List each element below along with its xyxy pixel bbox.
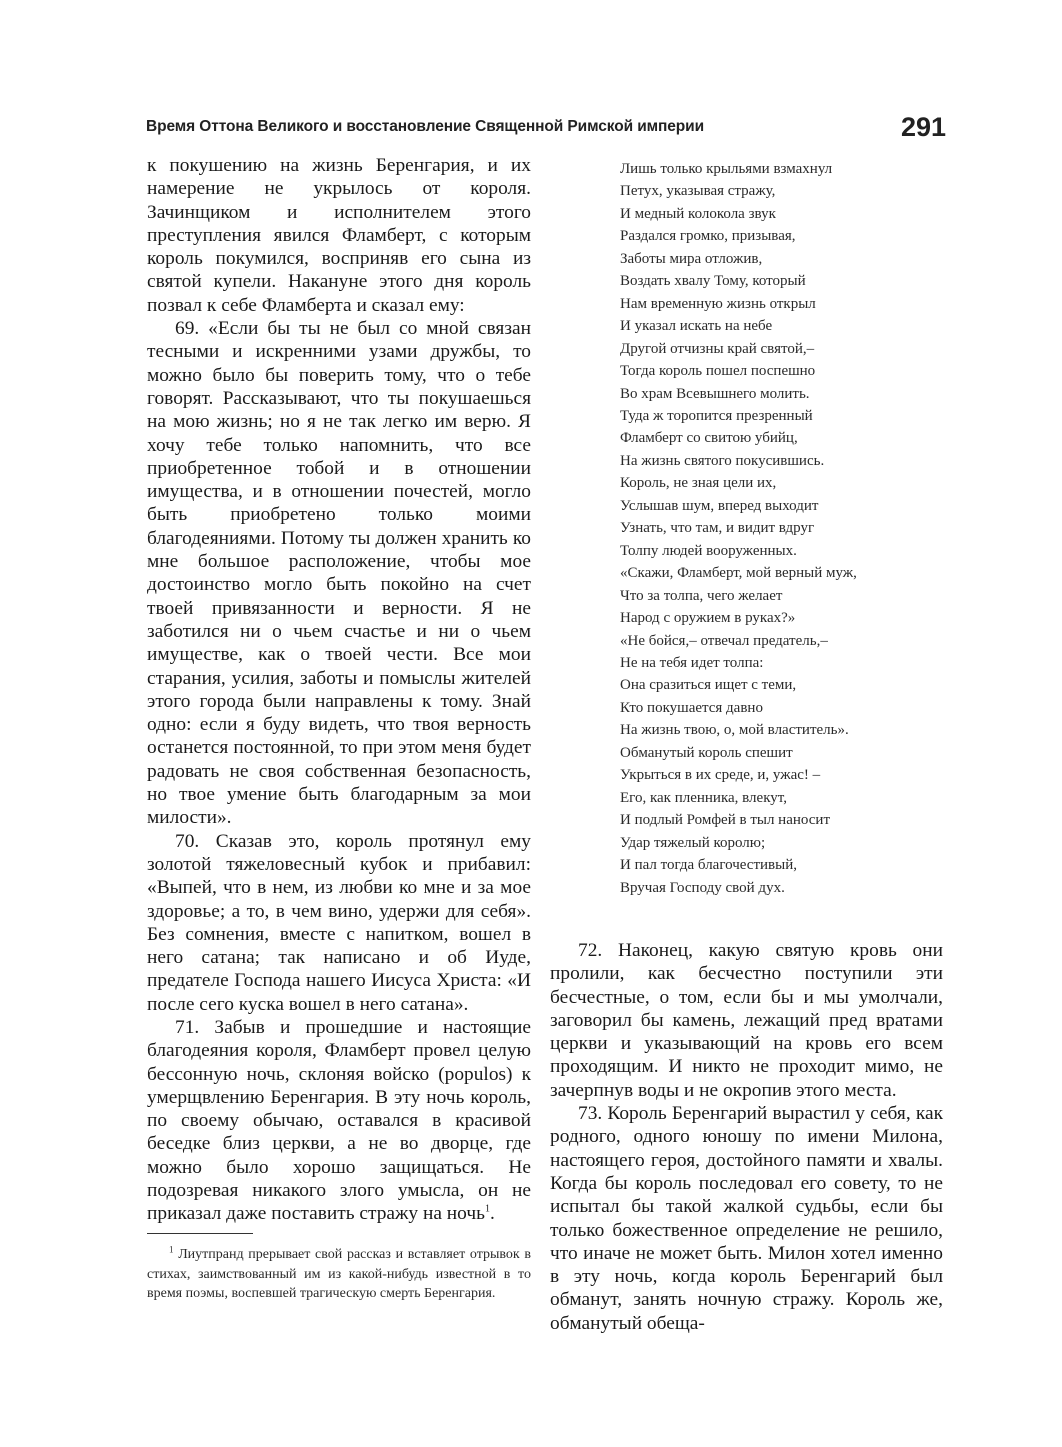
paragraph-73: 73. Король Беренгарий вырастил у себя, как родного, одного юношу по имени Милона, настоящего героя, достойного памяти и хвалы. Когда бы король последовал его совету, то не испытал бы такой жалкой судьбы, если бы только божественное определение не решило, что иначе не может быть. Милон хотел именно в эту ночь, когда король Беренгарий был обманут, занять ночную стражу. Король же, обманутый обеща- <box>550 1103 943 1334</box>
paragraph-70: 70. Сказав это, король протянул ему золотой тяжеловесный кубок и прибавил: «Выпей, что в нем, из любви ко мне и за мое здоровье; а то, в чем вино, удержи для себя». Без сомнения, вместе с напитком, вошел в него сатана; так написано и об Иуде, предателе Господа нашего Иисуса Христа: «И после сего куска вошел в него сатана». <box>147 830 531 1015</box>
footnote-reference[interactable]: 1 <box>484 1203 490 1215</box>
poem-line: И пал тогда благочестивый, <box>620 857 797 874</box>
poem-line: Во храм Всевышнего молить. <box>620 385 810 402</box>
poem-line: Обманутый король спешит <box>620 744 793 761</box>
paragraph-71: 71. Забыв и прошедшие и настоящие благодеяния короля, Фламберт провел целую бессонную ночь, склоняя войско (populos) к умерщвлению Беренгария. В эту ночь король, по своему обычаю, оставался в красивой беседке близ церкви, а не во дворце, где можно было хорошо защищаться. Не подозревая никакого злого умысла, он не приказал даже поставить стражу на ночь$^1$. <box>147 1016 531 1225</box>
poem-line: Заботы мира отложив, <box>620 250 763 267</box>
poem-line: Петух, указывая стражу, <box>620 183 776 200</box>
poem-line: Толпу людей вооруженных. <box>620 542 797 559</box>
poem-line: Воздать хвалу Тому, который <box>620 273 806 290</box>
poem-line: Тогда король пошел поспешно <box>620 363 816 380</box>
paragraph-continued: к покушению на жизнь Беренгария, и их намерение не укрылось от короля. Зачинщиком и исполнителем этого преступления явился Фламберт, с которым король покумился, восприняв его сына из святой купели. Накануне этого дня король позвал к себе Фламберта и сказал ему: <box>147 155 531 316</box>
left-column <box>147 154 531 1226</box>
poem-line: Она сразиться ищет с теми, <box>620 677 797 694</box>
poem-line: Нам временную жизнь открыл <box>620 295 816 312</box>
right-column <box>550 939 943 1335</box>
page-header <box>146 112 946 152</box>
paragraph-71-text: 71. Забыв и прошедшие и настоящие благодеяния короля, Фламберт провел целую бессонную ночь, склоняя войско (populos) к умерщвлению Беренгария. В эту ночь король, по своему обычаю, оставался в красивой беседке близ церкви, а не во дворце, где можно было хорошо защищаться. Не подозревая никакого злого умысла, он не приказал даже поставить стражу на ночь <box>147 1016 531 1225</box>
poem-line: И указал искать на небе <box>620 318 773 335</box>
poem-excerpt <box>620 158 940 899</box>
footnote <box>147 1245 531 1304</box>
poem-line: Услышав шум, вперед выходит <box>620 497 819 514</box>
poem-line: На жизнь твою, о, мой властитель». <box>620 722 849 739</box>
footnote-divider <box>147 1233 253 1234</box>
poem-line: Кто покушается давно <box>620 699 763 716</box>
poem-line: Туда ж торопится презренный <box>620 407 813 424</box>
poem-line: Лишь только крыльями взмахнул <box>620 161 833 177</box>
poem-line: Узнать, что там, и видит вдруг <box>620 520 815 537</box>
footnote-text: Лиутпранд прерывает свой рассказ и вставляет отрывок в стихах, заимствованный им из какой-нибудь известной в то время поэмы, воспевшей трагическую смерть Беренгария. <box>147 1247 531 1301</box>
poem-line: Король, не зная цели их, <box>620 475 777 492</box>
poem-line: Что за толпа, чего желает <box>620 587 783 604</box>
poem-line: Раздался громко, призывая, <box>620 228 796 245</box>
poem-line: «Не бойся,– отвечал предатель,– <box>620 632 828 649</box>
poem-line: Не на тебя идет толпа: <box>620 654 764 671</box>
poem-line: На жизнь святого покусившись. <box>620 452 825 469</box>
page-number: 291 <box>900 112 946 142</box>
running-title: Время Оттона Великого и восстановление Священной Римской империи <box>146 118 705 135</box>
poem-line: Вручая Господу свой дух. <box>620 879 785 896</box>
poem-line: Укрыться в их среде, и, ужас! – <box>620 767 821 784</box>
footnote-mark: 1 <box>169 1244 174 1255</box>
paragraph-72: 72. Наконец, какую святую кровь они пролили, как бесчестно поступили эти бесчестные, о том, если бы и мы умолчали, заговорил бы камень, лежащий пред вратами церкви и указывающий на кровь его всем проходящим. И никто не проходит мимо, не зачерпнув воды и не окропив этого места. <box>550 940 943 1101</box>
poem-line: И медный колокола звук <box>620 205 776 222</box>
poem-line: Другой отчизны край святой,– <box>620 340 815 357</box>
poem-line: Его, как пленника, влекут, <box>620 789 787 806</box>
poem-line: Фламберт со свитою убийц, <box>620 430 798 447</box>
paragraph-69: 69. «Если бы ты не был со мной связан тесными и искренними узами дружбы, то можно было бы поверить тому, что о тебе говорят. Рассказывают, что ты покушаешься на мою жизнь; но я не так легко им верю. Я хочу тебе только напомнить, что все приобретенное тобой и в отношении имущества, и в отношении почестей, могло быть приобретено только моими благодеяниями. Потому ты должен хранить ко мне большое расположение, чтобы мое достоинство могло быть покойно на счет твоей привязанности и верности. Я не заботился ни о чьем счастье и ни о чьем имуществе, как о твоей чести. Все мои старания, усилия, заботы и помыслы жителей этого города были направлены к тому. Знай одно: если я буду видеть, что твоя верность останется постоянной, то при этом меня будет радовать не своя собственная безопасность, но твое умение быть благодарным за мои милости». <box>147 318 531 829</box>
poem-line: Удар тяжелый королю; <box>620 834 766 851</box>
poem-line: И подлый Ромфей в тыл наносит <box>620 812 831 829</box>
poem-line: «Скажи, Фламберт, мой верный муж, <box>620 565 857 582</box>
poem-line: Народ с оружием в руках?» <box>620 610 796 627</box>
